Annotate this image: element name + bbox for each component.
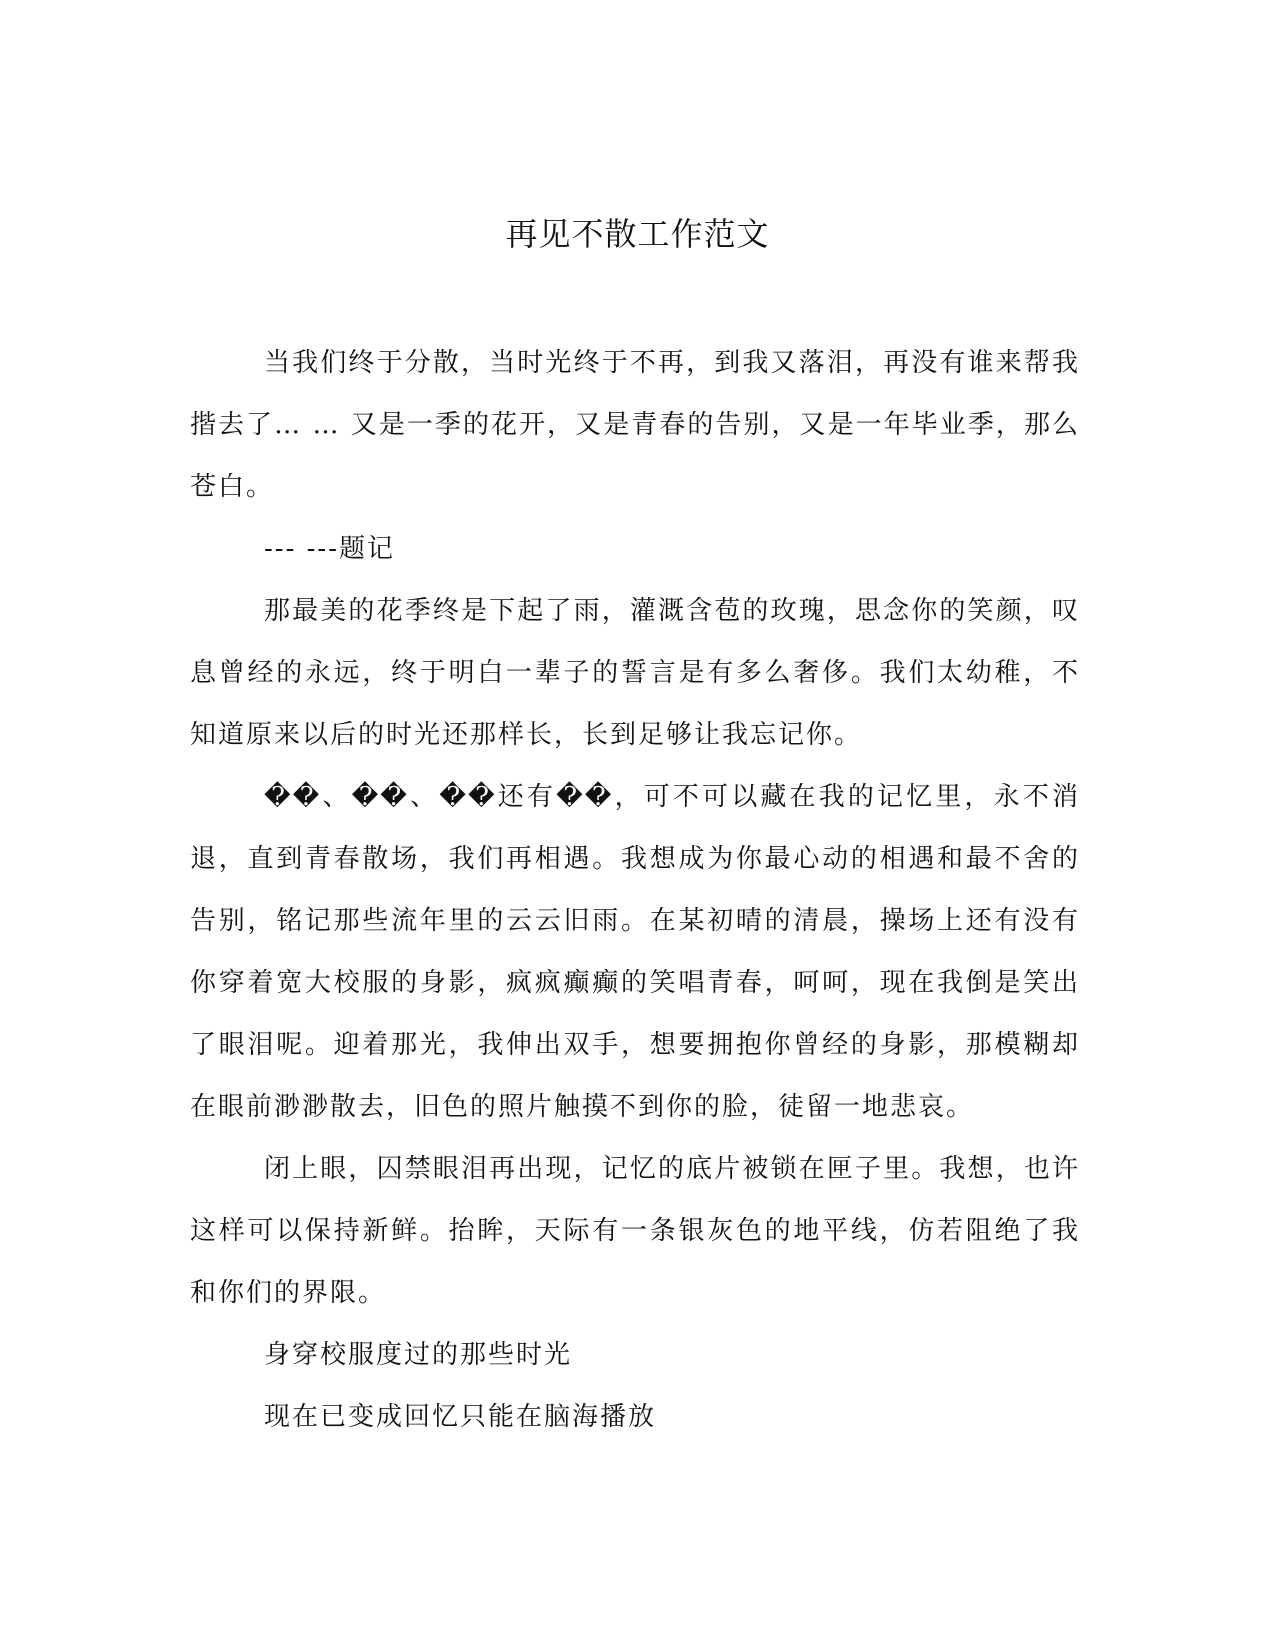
paragraph-inscription: --- ---题记	[264, 534, 395, 564]
document-title: 再见不散工作范文	[505, 215, 770, 253]
paragraph-1: 当我们终于分散，当时光终于不再，到我又落泪，再没有谁来帮我揩去了… … 又是一季的花开，又是青春的告别，又是一年毕业季，那么苍白。	[190, 348, 1080, 502]
paragraph-3: ��、��、��还有��，可不可以藏在我的记忆里，永不消退，直到青春散场，我们再相遇。我想成为你最心动的相遇和最不舍的告别，铭记那些流年里的云云旧雨。在某初晴的清晨，操场上还有没有你穿着宽大校服的身影，疯疯癫癫的笑唱青春，呵呵，现在我倒是笑出了眼泪呢。迎着那光，我伸出双手，想要拥抱你曾经的身影，那模糊却在眼前渺渺散去，旧色的照片触摸不到你的脸，徒留一地悲哀。	[190, 782, 1080, 1122]
paragraph-lyric-2: 现在已变成回忆只能在脑海播放	[264, 1402, 657, 1432]
document-body	[190, 332, 1080, 1448]
paragraph-lyric-1: 身穿校服度过的那些时光	[264, 1340, 573, 1370]
paragraph-2: 那最美的花季终是下起了雨，灌溉含苞的玫瑰，思念你的笑颜，叹息曾经的永远，终于明白一辈子的誓言是有多么奢侈。我们太幼稚，不知道原来以后的时光还那样长，长到足够让我忘记你。	[190, 596, 1080, 750]
paragraph-4: 闭上眼，囚禁眼泪再出现，记忆的底片被锁在匣子里。我想，也许这样可以保持新鲜。抬眸，天际有一条银灰色的地平线，仿若阻绝了我和你们的界限。	[190, 1154, 1080, 1308]
